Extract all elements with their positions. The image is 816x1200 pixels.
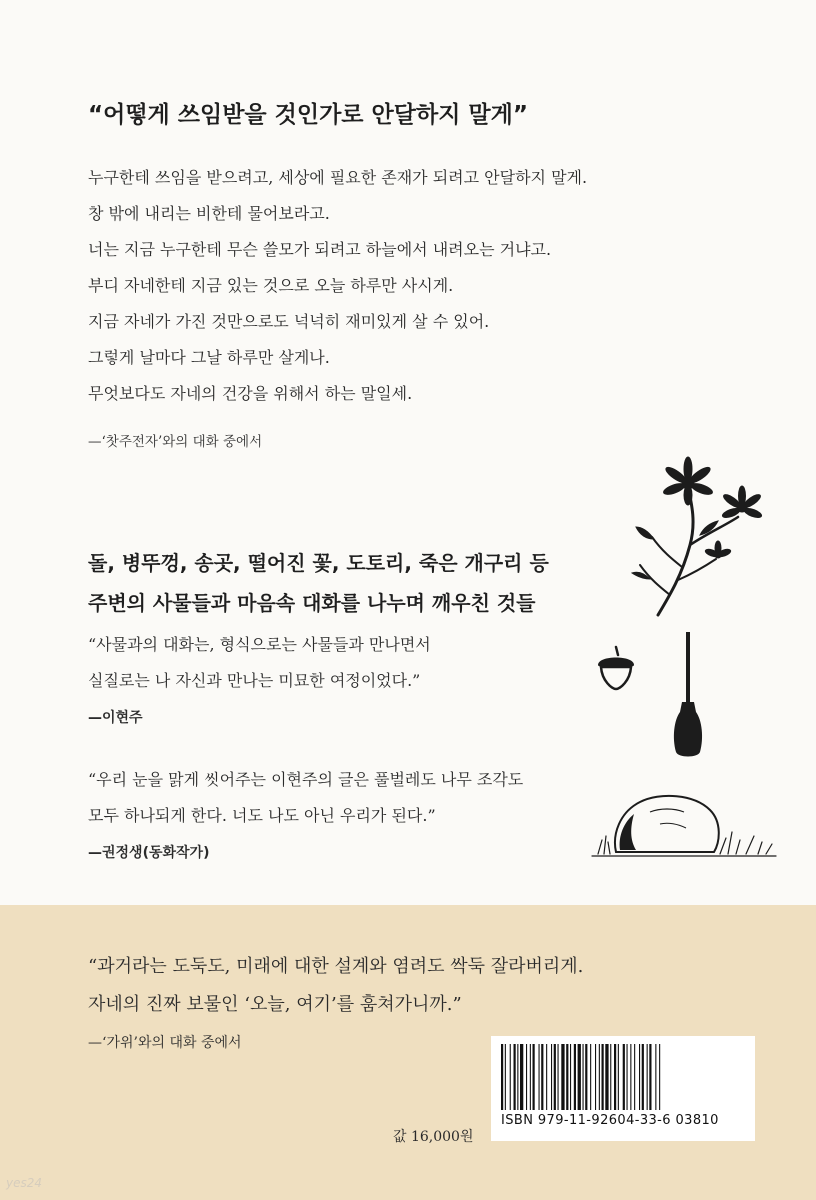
barcode-bar [659, 1044, 660, 1110]
poem-line: 누구한테 쓰임을 받으려고, 세상에 필요한 존재가 되려고 안달하지 말게. [88, 168, 588, 187]
barcode-bar [618, 1044, 619, 1110]
barcode-bar [554, 1044, 556, 1110]
barcode-bar [590, 1044, 591, 1110]
barcode-bar [530, 1044, 531, 1110]
isbn-text: ISBN 979-11-92604-33-6 03810 [501, 1113, 719, 1128]
barcode-bars [499, 1044, 747, 1110]
barcode-bar [649, 1044, 651, 1110]
poem-line: 부디 자네한테 지금 있는 것으로 오늘 하루만 사시게. [88, 276, 454, 295]
poem [88, 160, 708, 412]
quote-line: 자네의 진짜 보물인 ‘오늘, 여기’를 훔쳐가니까.” [88, 994, 462, 1015]
barcode-bar [595, 1044, 596, 1110]
poem-line: 창 밖에 내리는 비한테 물어보라고. [88, 204, 330, 223]
barcode-bar [627, 1044, 628, 1110]
awl-illustration [668, 628, 708, 760]
quote-author: —권정생(동화작가) [88, 845, 210, 861]
barcode-bar [546, 1044, 547, 1110]
quote-line: “사물과의 대화는, 형식으로는 사물들과 만나면서 [88, 635, 431, 654]
barcode-bar [561, 1044, 564, 1110]
barcode-bar [647, 1044, 648, 1110]
quote-line: “우리 눈을 맑게 씻어주는 이현주의 글은 풀벌레도 나무 조각도 [88, 770, 524, 789]
barcode-bar [517, 1044, 518, 1110]
barcode-bar [602, 1044, 604, 1110]
barcode-bar [623, 1044, 625, 1110]
flower-illustration [630, 455, 770, 625]
sub-headline-line: 돌, 병뚜껑, 송곳, 떨어진 꽃, 도토리, 죽은 개구리 등 [88, 551, 549, 575]
barcode-bar [642, 1044, 644, 1110]
endorsement-quote-1 [88, 627, 608, 727]
endorsement-quote-2 [88, 762, 608, 862]
poem-line: 그렇게 날마다 그날 하루만 살게나. [88, 348, 330, 367]
barcode-bar [655, 1044, 656, 1110]
barcode-bar [526, 1044, 527, 1110]
poem-line: 지금 자네가 가진 것만으로도 넉넉히 재미있게 살 수 있어. [88, 312, 490, 331]
barcode-bar [505, 1044, 506, 1110]
barcode-bar [501, 1044, 503, 1110]
poem-attribution: —‘찻주전자’와의 대화 중에서 [88, 434, 263, 450]
rock-illustration [590, 782, 780, 862]
barcode-bar [570, 1044, 571, 1110]
barcode-bar [599, 1044, 600, 1110]
quote-line: 실질로는 나 자신과 만나는 미묘한 여정이었다.” [88, 671, 421, 690]
barcode-bar [583, 1044, 584, 1110]
barcode-bar [634, 1044, 635, 1110]
acorn-illustration [594, 645, 638, 691]
poem-line: 무엇보다도 자네의 건강을 위해서 하는 말일세. [88, 384, 413, 403]
isbn-barcode [491, 1036, 755, 1141]
barcode-bar [610, 1044, 611, 1110]
quote-author: —이현주 [88, 710, 143, 726]
quote-line: 모두 하나되게 한다. 너도 나도 아닌 우리가 된다.” [88, 806, 436, 825]
barcode-bar [574, 1044, 576, 1110]
price-label: 값 16,000원 [393, 1129, 474, 1145]
barcode-bar [614, 1044, 616, 1110]
poem-line: 너는 지금 누구한테 무슨 쓸모가 되려고 하늘에서 내려오는 거냐고. [88, 240, 552, 259]
quote-line: “과거라는 도둑도, 미래에 대한 설계와 염려도 싹둑 잘라버리게. [88, 956, 584, 977]
barcode-bar [533, 1044, 535, 1110]
quote-attribution: —‘가위’와의 대화 중에서 [88, 1035, 242, 1051]
barcode-bar [639, 1044, 640, 1110]
barcode-bar [551, 1044, 552, 1110]
headline: “어떻게 쓰임받을 것인가로 안달하지 말게” [88, 102, 528, 128]
sub-headline-line: 주변의 사물들과 마음속 대화를 나누며 깨우친 것들 [88, 591, 536, 615]
barcode-bar [605, 1044, 608, 1110]
barcode-bar [566, 1044, 568, 1110]
barcode-bar [514, 1044, 516, 1110]
barcode-bar [520, 1044, 523, 1110]
barcode-bar [630, 1044, 631, 1110]
barcode-bar [558, 1044, 559, 1110]
barcode-bar [541, 1044, 543, 1110]
barcode-bar [585, 1044, 587, 1110]
barcode-bar [510, 1044, 511, 1110]
sub-headline [88, 543, 549, 623]
barcode-bar [578, 1044, 581, 1110]
watermark: yes24 [6, 1176, 43, 1190]
barcode-bar [539, 1044, 540, 1110]
